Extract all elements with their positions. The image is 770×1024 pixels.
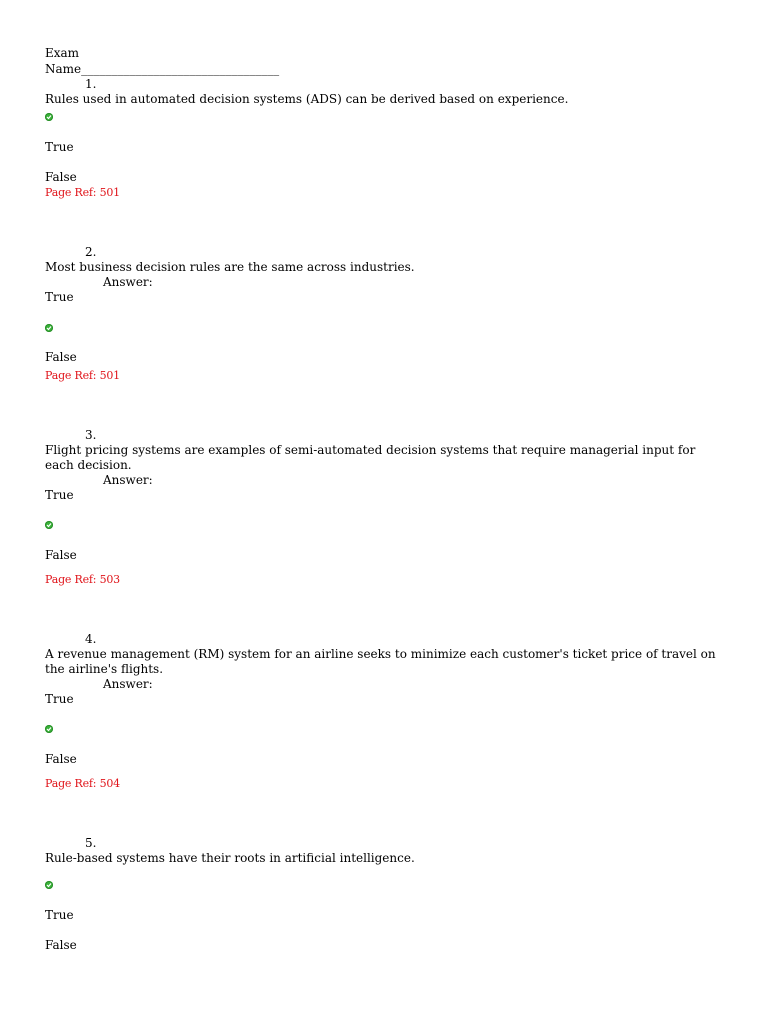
question-4-option-true[interactable]: True [45, 692, 74, 706]
name-line: _________________________________ [81, 62, 280, 76]
question-2-option-false[interactable]: False [45, 350, 77, 364]
question-5-option-false[interactable]: False [45, 938, 77, 952]
question-1-option-false[interactable]: False [45, 170, 77, 184]
question-2-page-ref: Page Ref: 501 [45, 369, 120, 382]
check-mark-icon [46, 726, 52, 732]
check-mark-icon [46, 882, 52, 888]
exam-label: Exam [45, 46, 80, 60]
question-5-number: 5. [85, 836, 97, 850]
question-3-number: 3. [85, 428, 97, 442]
question-1-option-true[interactable]: True [45, 140, 74, 154]
question-4-number: 4. [85, 632, 97, 646]
question-4-text: A revenue management (RM) system for an airline seeks to minimize each customer's ticket price of travel on the airline's flights. [45, 647, 716, 676]
question-3-option-false[interactable]: False [45, 548, 77, 562]
question-2-answer-label: Answer: [103, 275, 153, 289]
question-3-answer-label: Answer: [103, 473, 153, 487]
question-4-option-false[interactable]: False [45, 752, 77, 766]
check-mark-icon [46, 522, 52, 528]
check-circle-icon [45, 725, 53, 733]
question-4-answer-label: Answer: [103, 677, 153, 691]
question-2-number: 2. [85, 245, 97, 259]
name-label: Name [45, 62, 82, 76]
question-2-text: Most business decision rules are the same across industries. [45, 260, 415, 274]
question-2-option-true[interactable]: True [45, 290, 74, 304]
check-circle-icon [45, 881, 53, 889]
check-mark-icon [46, 114, 52, 120]
question-5-text: Rule-based systems have their roots in artificial intelligence. [45, 851, 415, 865]
question-1-text: Rules used in automated decision systems (ADS) can be derived based on experience. [45, 92, 569, 106]
check-circle-icon [45, 521, 53, 529]
question-3-page-ref: Page Ref: 503 [45, 573, 120, 586]
name-field [45, 62, 279, 77]
check-circle-icon [45, 324, 53, 332]
question-3-option-true[interactable]: True [45, 488, 74, 502]
check-mark-icon [46, 325, 52, 331]
question-1-page-ref: Page Ref: 501 [45, 186, 120, 199]
question-5-option-true[interactable]: True [45, 908, 74, 922]
question-4-page-ref: Page Ref: 504 [45, 777, 120, 790]
check-circle-icon [45, 113, 53, 121]
question-3-text: Flight pricing systems are examples of semi-automated decision systems that require managerial input for each decision. [45, 443, 696, 472]
question-1-number: 1. [85, 77, 97, 91]
